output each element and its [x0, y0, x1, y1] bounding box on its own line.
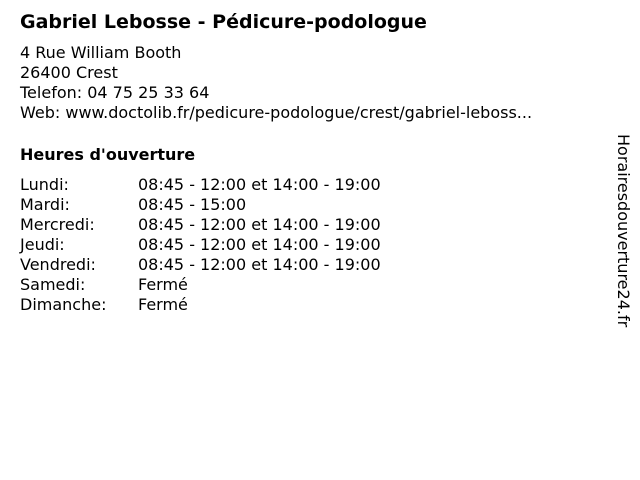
hours-time: 08:45 - 12:00 et 14:00 - 19:00 — [138, 175, 381, 194]
hours-day: Dimanche: — [20, 295, 107, 314]
hours-time: Fermé — [138, 275, 188, 294]
hours-day: Mardi: — [20, 195, 70, 214]
business-card — [20, 10, 600, 315]
hours-day: Vendredi: — [20, 255, 96, 274]
hours-row-wednesday — [20, 215, 600, 235]
website-link[interactable]: Web: www.doctolib.fr/pedicure-podologue/crest/gabriel-leboss... — [20, 103, 533, 122]
hours-day: Samedi: — [20, 275, 86, 294]
hours-day: Lundi: — [20, 175, 69, 194]
hours-row-sunday — [20, 295, 600, 315]
hours-time: 08:45 - 12:00 et 14:00 - 19:00 — [138, 235, 381, 254]
hours-row-monday — [20, 175, 600, 195]
hours-time: Fermé — [138, 295, 188, 314]
hours-day: Jeudi: — [20, 235, 65, 254]
hours-row-thursday — [20, 235, 600, 255]
hours-day: Mercredi: — [20, 215, 95, 234]
hours-row-saturday — [20, 275, 600, 295]
address-city: 26400 Crest — [20, 63, 118, 82]
address-street: 4 Rue William Booth — [20, 43, 182, 62]
opening-hours-list — [20, 175, 600, 315]
phone-number[interactable]: Telefon: 04 75 25 33 64 — [20, 83, 210, 102]
hours-time: 08:45 - 12:00 et 14:00 - 19:00 — [138, 255, 381, 274]
hours-row-tuesday — [20, 195, 600, 215]
site-watermark: Horairesdouverture24.fr — [614, 134, 633, 328]
hours-time: 08:45 - 15:00 — [138, 195, 247, 214]
hours-row-friday — [20, 255, 600, 275]
hours-time: 08:45 - 12:00 et 14:00 - 19:00 — [138, 215, 381, 234]
business-title: Gabriel Lebosse - Pédicure-podologue — [20, 11, 427, 33]
opening-hours-heading: Heures d'ouverture — [20, 145, 196, 164]
